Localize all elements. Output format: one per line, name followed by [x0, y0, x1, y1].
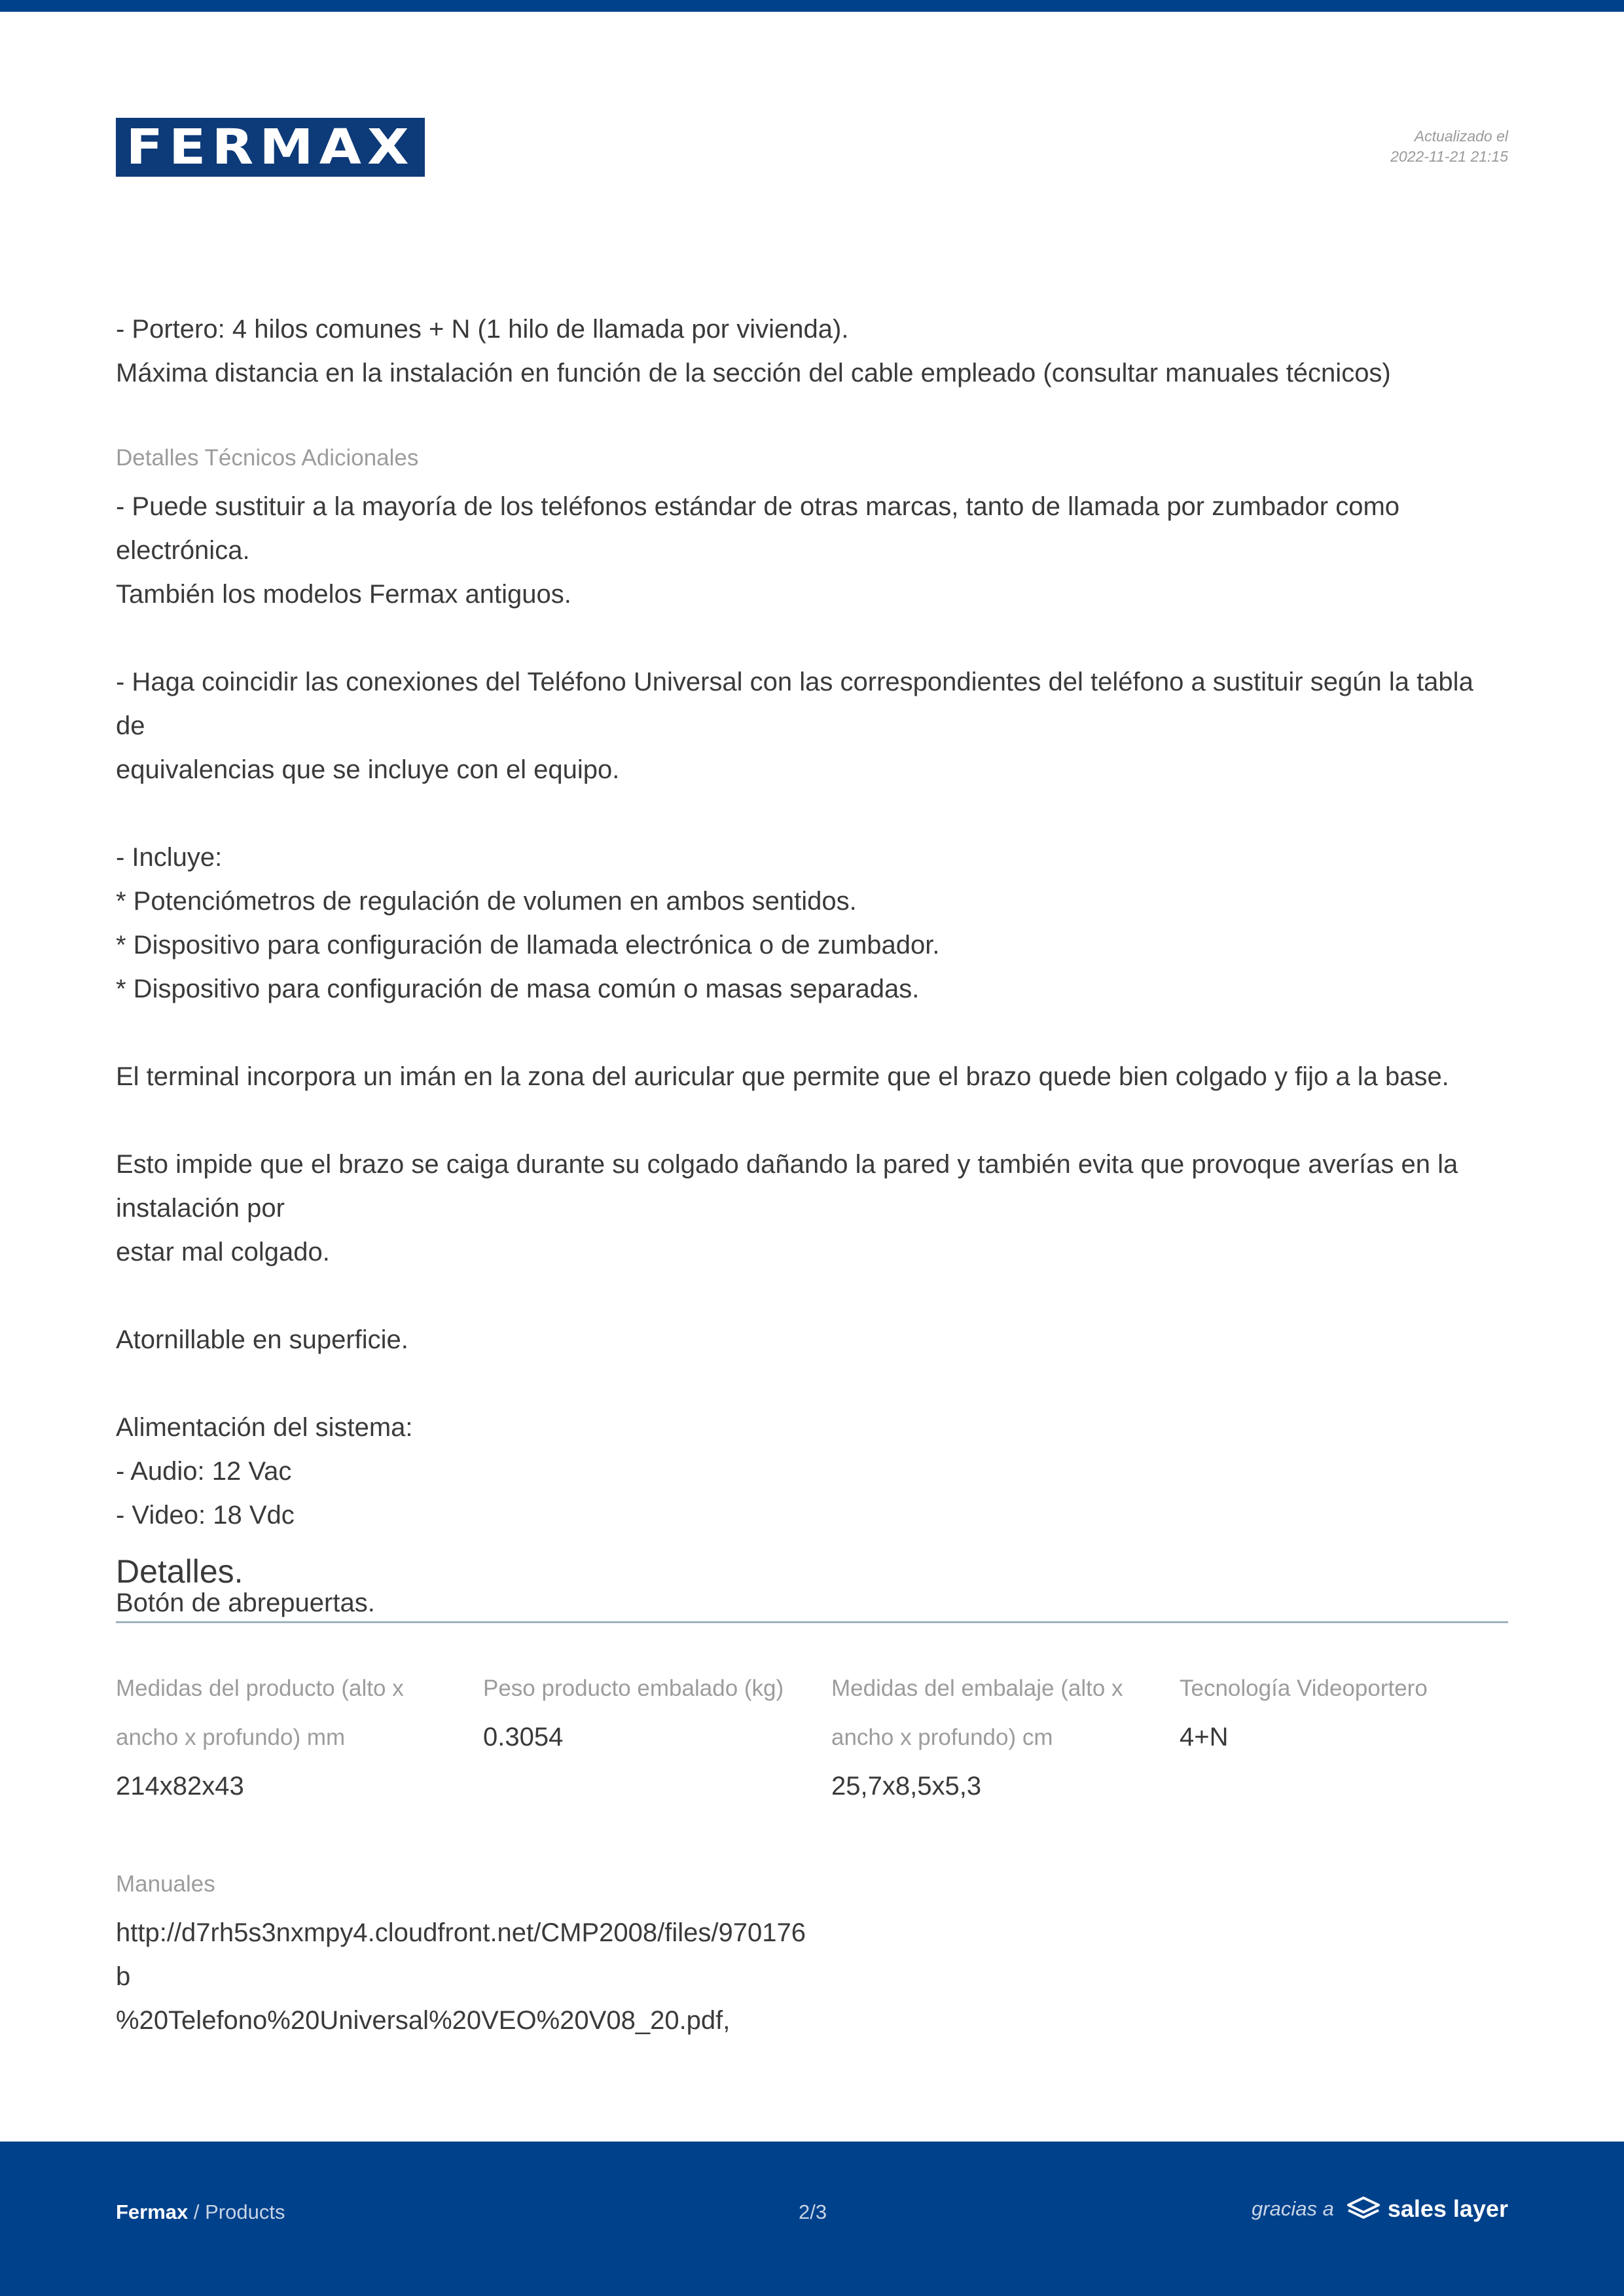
paragraph-line: - Audio: 12 Vac: [116, 1457, 292, 1486]
paragraph-line: * Potenciómetros de regulación de volumen en ambos sentidos.: [116, 887, 857, 916]
updated-stamp: [1390, 126, 1508, 167]
fermax-logo: [116, 118, 425, 177]
page-footer: [0, 2142, 1624, 2296]
footer-brand: Fermax: [116, 2200, 189, 2223]
paragraph-line: El terminal incorpora un imán en la zona del auricular que permite que el brazo quede bien colgado y fijo a la base.: [116, 1062, 1449, 1091]
detail-value: 4+N: [1180, 1723, 1229, 1751]
manuals-label: Manuales: [116, 1871, 215, 1897]
footer-breadcrumb: [116, 2200, 285, 2224]
paragraph-line: Esto impide que el brazo se caiga durante su colgado dañando la pared y también evita que provoque averías en la instalación por: [116, 1150, 1458, 1223]
updated-label: Actualizado el: [1414, 128, 1508, 145]
detail-label: Medidas del embalaje (alto x: [831, 1676, 1123, 1701]
updated-date: 2022-11-21 21:15: [1390, 148, 1508, 165]
detail-label: Medidas del producto (alto x: [116, 1676, 404, 1701]
detail-product-dimensions: [116, 1664, 456, 1811]
paragraph-line: - Incluye:: [116, 843, 223, 872]
description-body: [116, 308, 1508, 1625]
detail-label: Tecnología Videoportero: [1180, 1676, 1428, 1701]
paragraph-line: - Haga coincidir las conexiones del Teléfono Universal con las correspondientes del teléfono a sustituir según la tabla de: [116, 668, 1473, 740]
paragraph-line: * Dispositivo para configuración de llamada electrónica o de zumbador.: [116, 931, 940, 960]
sales-layer-logo: [1346, 2195, 1508, 2223]
top-accent-bar: [0, 0, 1624, 12]
logo-wordmark: FERMAX: [126, 119, 415, 175]
page-number: 2/3: [799, 2200, 827, 2223]
detail-technology: [1180, 1664, 1507, 1762]
detail-value: 0.3054: [483, 1723, 564, 1751]
detail-label: Peso producto embalado (kg): [483, 1676, 784, 1701]
paragraph-line: También los modelos Fermax antiguos.: [116, 580, 571, 609]
details-heading: Detalles.: [116, 1553, 244, 1590]
detail-value: 214x82x43: [116, 1772, 244, 1801]
manuals-link-line: http://d7rh5s3nxmpy4.cloudfront.net/CMP2008/files/970176b: [116, 1918, 806, 1991]
sales-layer-icon: [1346, 2196, 1381, 2222]
paragraph-line: equivalencias que se incluye con el equipo.: [116, 755, 620, 784]
detail-package-dimensions: [831, 1664, 1159, 1811]
detail-value: 25,7x8,5x5,3: [831, 1772, 982, 1801]
detail-label: ancho x profundo) mm: [116, 1725, 346, 1750]
paragraph-line: Botón de abrepuertas.: [116, 1588, 375, 1617]
paragraph-line: Atornillable en superficie.: [116, 1325, 408, 1354]
detail-label: ancho x profundo) cm: [831, 1725, 1053, 1750]
paragraph-line: Alimentación del sistema:: [116, 1413, 413, 1442]
footer-crumb: / Products: [188, 2200, 285, 2223]
footer-thanks: gracias a: [1252, 2197, 1334, 2220]
paragraph-line: - Puede sustituir a la mayoría de los teléfonos estándar de otras marcas, tanto de llamada por zumbador como electrónica.: [116, 492, 1400, 565]
paragraph-line: * Dispositivo para configuración de masa común o masas separadas.: [116, 975, 920, 1003]
details-divider: [116, 1621, 1508, 1623]
footer-credit: [1252, 2195, 1508, 2223]
manuals-link-line: %20Telefono%20Universal%20VEO%20V08_20.pdf,: [116, 2006, 731, 2035]
intro-line: - Portero: 4 hilos comunes + N (1 hilo de llamada por vivienda).: [116, 315, 849, 344]
sales-layer-wordmark: sales layer: [1387, 2195, 1508, 2222]
intro-line: Máxima distancia en la instalación en función de la sección del cable empleado (consultar manuales técnicos): [116, 359, 1391, 387]
manuals-link[interactable]: [116, 1911, 810, 2043]
section-label-technical: Detalles Técnicos Adicionales: [116, 445, 419, 471]
detail-packed-weight: [483, 1664, 810, 1762]
paragraph-line: - Video: 18 Vdc: [116, 1501, 295, 1530]
paragraph-line: estar mal colgado.: [116, 1238, 330, 1266]
